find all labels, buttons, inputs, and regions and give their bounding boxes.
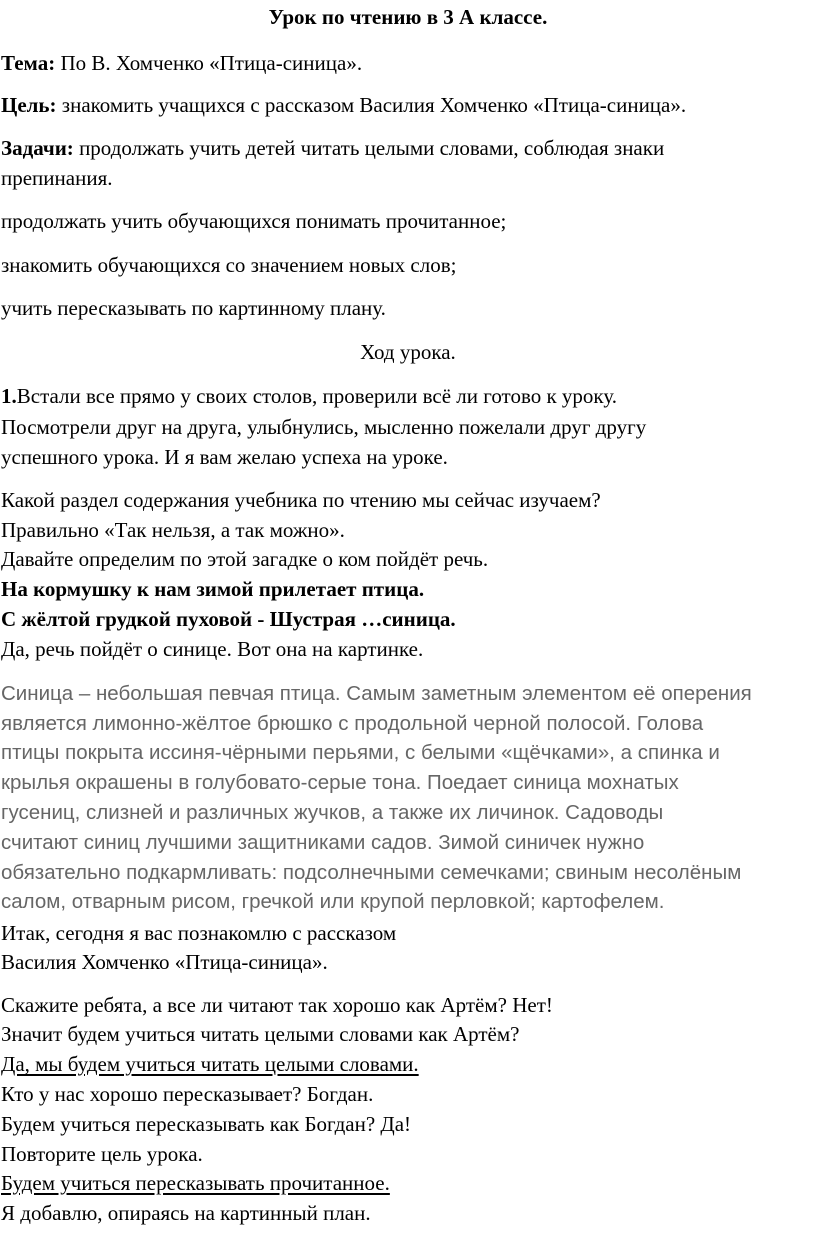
dialogue-line-underlined: Будем учиться пересказывать прочитанное.	[1, 1171, 390, 1195]
description-line: считают синиц лучшими защитниками садов. Зимой синичек нужно	[1, 831, 645, 854]
goal-text: знакомить учащихся с рассказом Василия Хомченко «Птица-синица».	[56, 93, 687, 117]
riddle-intro: Давайте определим по этой загадке о ком пойдёт речь.	[1, 547, 489, 571]
description-line: крылья окрашены в голубовато-серые тона. Поедает синица мохнатых	[1, 771, 679, 794]
task-item: знакомить обучающихся со значением новых слов;	[1, 253, 457, 277]
dialogue-line: Повторите цель урока.	[1, 1142, 203, 1166]
riddle-line: С жёлтой грудкой пуховой - Шустрая …синица.	[1, 607, 456, 631]
step1-line: Посмотрели друг на друга, улыбнулись, мысленно пожелали друг другу	[1, 415, 647, 439]
section-answer: Правильно «Так нельзя, а так можно».	[1, 518, 345, 542]
dialogue-line: Я добавлю, опираясь на картинный план.	[1, 1201, 371, 1225]
tasks-line-continued: препинания.	[1, 166, 113, 190]
tasks-label: Задачи:	[1, 136, 74, 160]
task-item: учить пересказывать по картинному плану.	[1, 296, 386, 320]
tasks-line	[1, 138, 664, 159]
document-title: Урок по чтению в 3 А классе.	[268, 5, 548, 29]
description-line: Синица – небольшая певчая птица. Самым заметным элементом её оперения	[1, 682, 752, 705]
intro-line: Василия Хомченко «Птица-синица».	[1, 950, 328, 974]
task-item: продолжать учить обучающихся понимать прочитанное;	[1, 209, 507, 233]
dialogue-line-underlined: Да, мы будем учиться читать целыми словами.	[1, 1052, 419, 1076]
description-line: салом, отварным рисом, гречкой или крупой перловкой; картофелем.	[1, 890, 665, 913]
description-line: обязательно подкармливать: подсолнечными семечками; свиным несолёным	[1, 861, 742, 884]
goal-line	[1, 95, 686, 116]
goal-label: Цель:	[1, 93, 57, 117]
dialogue-line: Скажите ребята, а все ли читают так хорошо как Артём? Нет!	[1, 993, 553, 1017]
description-line: гусениц, слизней и различных жучков, а также их личинок. Садоводы	[1, 801, 664, 824]
dialogue-line: Значит будем учиться читать целыми словами как Артём?	[1, 1022, 520, 1046]
section-question: Какой раздел содержания учебника по чтению мы сейчас изучаем?	[1, 488, 601, 512]
topic-text: По В. Хомченко «Птица-синица».	[55, 51, 363, 75]
intro-line: Итак, сегодня я вас познакомлю с рассказом	[1, 921, 397, 945]
step1-line: успешного урока. И я вам желаю успеха на уроке.	[1, 445, 448, 469]
description-line: птицы покрыта иссиня-чёрными перьями, с белыми «щёчками», а спинка и	[1, 741, 720, 764]
description-line: является лимонно-жёлтое брюшко с продольной черной полосой. Голова	[1, 712, 704, 735]
riddle-answer: Да, речь пойдёт о синице. Вот она на картинке.	[1, 637, 424, 661]
dialogue-line: Будем учиться пересказывать как Богдан? Да!	[1, 1112, 412, 1136]
step1-line: 1.Встали все прямо у своих столов, проверили всё ли готово к уроку.	[1, 384, 617, 408]
lesson-heading: Ход урока.	[360, 340, 456, 364]
step1-number: 1.	[1, 384, 17, 408]
topic-label: Тема:	[1, 51, 56, 75]
riddle-line: На кормушку к нам зимой прилетает птица.	[1, 577, 425, 601]
dialogue-line: Кто у нас хорошо пересказывает? Богдан.	[1, 1082, 374, 1106]
tasks-text: продолжать учить детей читать целыми словами, соблюдая знаки	[73, 136, 665, 160]
topic-line	[1, 53, 362, 74]
